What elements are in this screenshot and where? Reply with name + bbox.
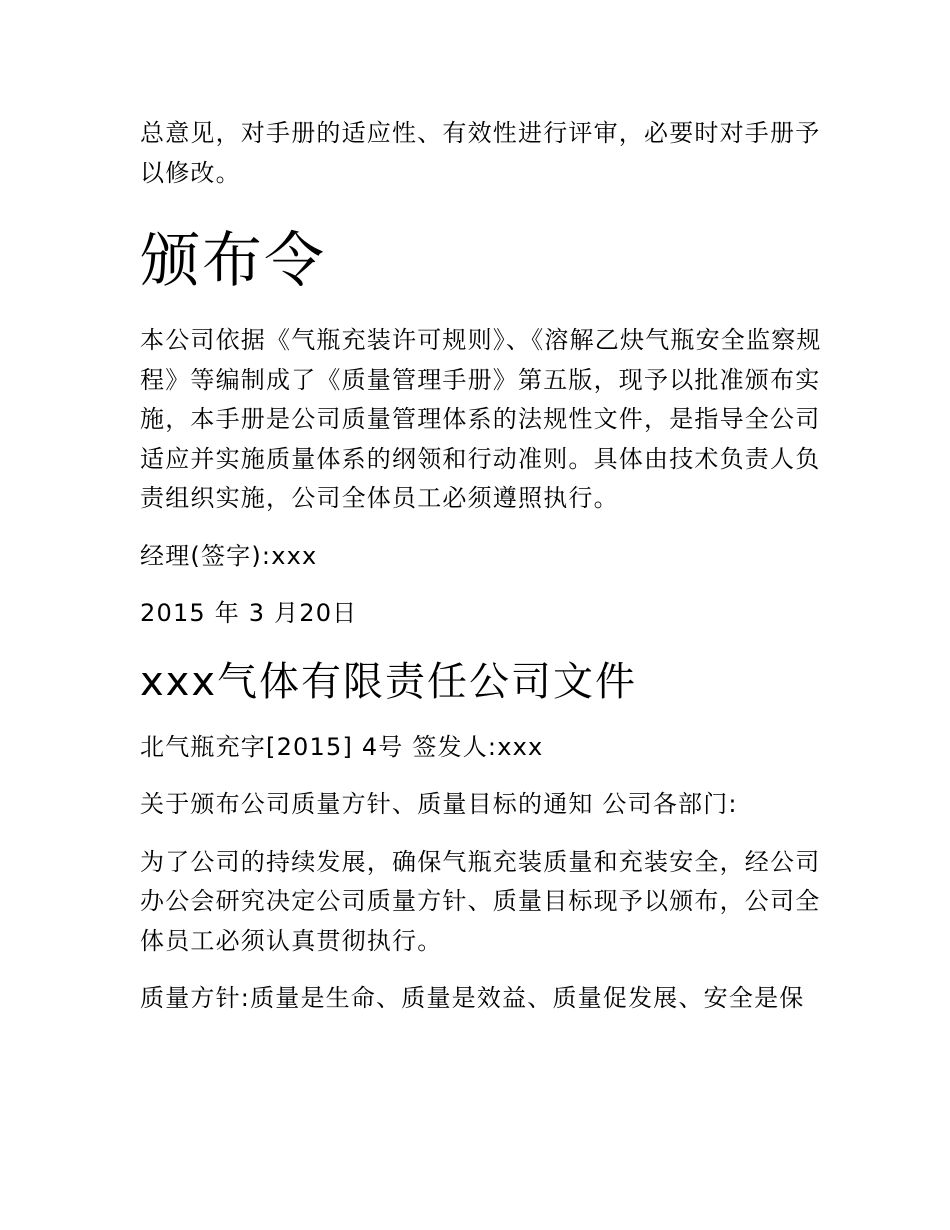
- quality-policy: 质量方针:质量是生命、质量是效益、质量促发展、安全是保: [140, 984, 805, 1012]
- notice-subject-line: 关于颁布公司质量方针、质量目标的通知 公司各部门:: [140, 790, 738, 818]
- notice-body: 为了公司的持续发展，确保气瓶充装质量和充装安全，经公司办公会研究决定公司质量方针、质量目标现予以颁布，公司全体员工必须认真贯彻执行。: [140, 847, 821, 955]
- document-content: [140, 114, 830, 1019]
- spacer: [140, 825, 830, 843]
- spacer: [140, 710, 830, 728]
- spacer: [140, 301, 830, 321]
- spacer: [140, 767, 830, 785]
- decree-body: 本公司依据《气瓶充装许可规则》、《溶解乙炔气瓶安全监察规程》等编制成了《质量管理手册》第五版，现予以批准颁布实施，本手册是公司质量管理体系的法规性文件，是指导全公司适应并实施质量体系的纲领和行动准则。具体由技术负责人负责组织实施，公司全体员工必须遵照执行。: [140, 326, 822, 512]
- spacer: [140, 193, 830, 221]
- signature-line: 经理(签字):xxx: [140, 541, 318, 570]
- date-line: 2015 年 3 月20日: [140, 599, 358, 627]
- intro-paragraph: 总意见，对手册的适应性、有效性进行评审，必要时对手册予以修改。: [140, 119, 821, 187]
- spacer: [140, 576, 830, 594]
- file-number-line: 北气瓶充字[2015] 4号 签发人:xxx: [140, 732, 544, 761]
- spacer: [140, 634, 830, 654]
- company-file-title: xxx气体有限责任公司文件: [140, 658, 638, 705]
- spacer: [140, 961, 830, 979]
- spacer: [140, 519, 830, 537]
- decree-title: 颁布令: [140, 226, 326, 296]
